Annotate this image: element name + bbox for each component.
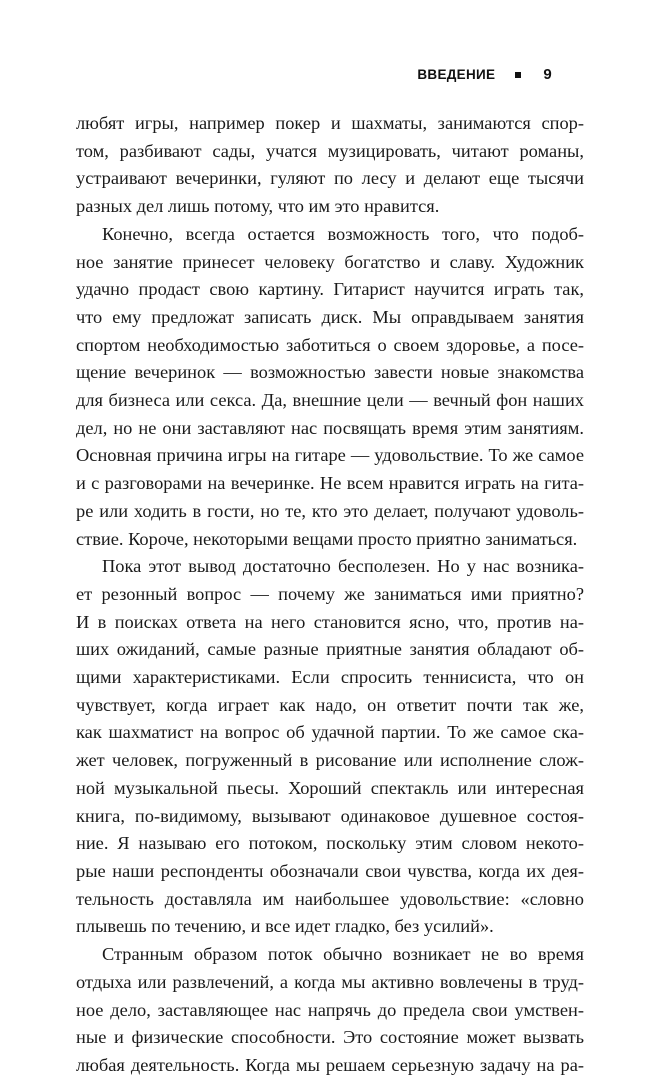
text-line: книга, по-видимому, вызывают одинаковое душевное состоя- [76, 805, 584, 826]
text-line: плывешь по течению, и все идет гладко, без усилий». [76, 916, 494, 937]
text-line: ре или ходить в гости, но те, кто это делает, получают удоволь- [76, 500, 584, 521]
text-line: тельность доставляла им наибольшее удовольствие: «словно [76, 888, 584, 909]
text-line: Пока этот вывод достаточно бесполезен. Но у нас возника- [102, 556, 584, 577]
paragraph [76, 221, 584, 553]
text-line: том, разбивают сады, учатся музицировать, читают романы, [76, 140, 584, 161]
page-number: 9 [543, 66, 552, 83]
text-line: ное занятие принесет человеку богатство и славу. Художник [76, 251, 584, 272]
text-line: ет резонный вопрос — почему же заниматься ими приятно? [76, 583, 584, 604]
text-line: ших ожиданий, самые разные приятные занятия обладают об- [76, 639, 584, 660]
text-line: дел, но не они заставляют нас посвящать время этим занятиям. [76, 417, 584, 438]
text-line: И в поисках ответа на него становится ясно, что, против на- [76, 611, 584, 632]
text-line: как шахматист на вопрос об удачной партии. То же самое ска- [76, 722, 584, 743]
text-line: Основная причина игры на гитаре — удовольствие. То же самое [76, 445, 584, 466]
text-line: ные и физические способности. Это состояние может вызвать [76, 1027, 584, 1048]
text-line: устраивают вечеринки, гуляют по лесу и делают еще тысячи [76, 168, 584, 189]
running-head [417, 66, 552, 83]
text-line: что ему предложат записать диск. Мы оправдываем занятия [76, 306, 584, 327]
text-line: отдыха или развлечений, а когда мы активно вовлечены в труд- [76, 971, 584, 992]
text-line: ние. Я называю его потоком, поскольку этим словом некото- [76, 833, 584, 854]
text-line: разных дел лишь потому, что им это нравится. [76, 196, 440, 217]
text-line: и с разговорами на вечеринке. Не всем нравится играть на гита- [76, 473, 584, 494]
text-line: ное дело, заставляющее нас напрячь до предела свои умствен- [76, 999, 584, 1020]
text-line: ной музыкальной пьесы. Хороший спектакль или интересная [76, 777, 584, 798]
text-line: ствие. Короче, некоторыми вещами просто приятно заниматься. [76, 528, 578, 549]
text-line: Конечно, всегда остается возможность того, что подоб- [102, 223, 584, 244]
text-line: любят игры, например покер и шахматы, занимаются спор- [76, 113, 584, 133]
text-line: удачно продаст свою картину. Гитарист научится играть так, [76, 279, 584, 300]
text-line: чувствует, когда играет как надо, он ответит почти так же, [76, 694, 584, 715]
paragraph [76, 110, 584, 221]
section-title: ВВЕДЕНИЕ [417, 67, 496, 82]
body-text [76, 110, 584, 1080]
paragraph [76, 553, 584, 941]
text-line: для бизнеса или секса. Да, внешние цели — вечный фон наших [76, 390, 584, 411]
text-line: Странным образом поток обычно возникает не во время [102, 944, 584, 965]
text-line: щение вечеринок — возможностью завести новые знакомства [76, 362, 584, 383]
text-line: любая деятельность. Когда мы решаем серьезную задачу на ра- [76, 1054, 584, 1075]
text-line: жет человек, погруженный в рисование или исполнение слож- [76, 750, 584, 771]
separator-square-icon [515, 72, 521, 78]
text-line: щими характеристиками. Если спросить теннисиста, что он [76, 667, 584, 688]
paragraph [76, 941, 584, 1080]
text-line: рые наши респонденты обозначали свои чувства, когда их дея- [76, 860, 584, 881]
text-line: спортом необходимостью заботиться о своем здоровье, а посе- [76, 334, 584, 355]
